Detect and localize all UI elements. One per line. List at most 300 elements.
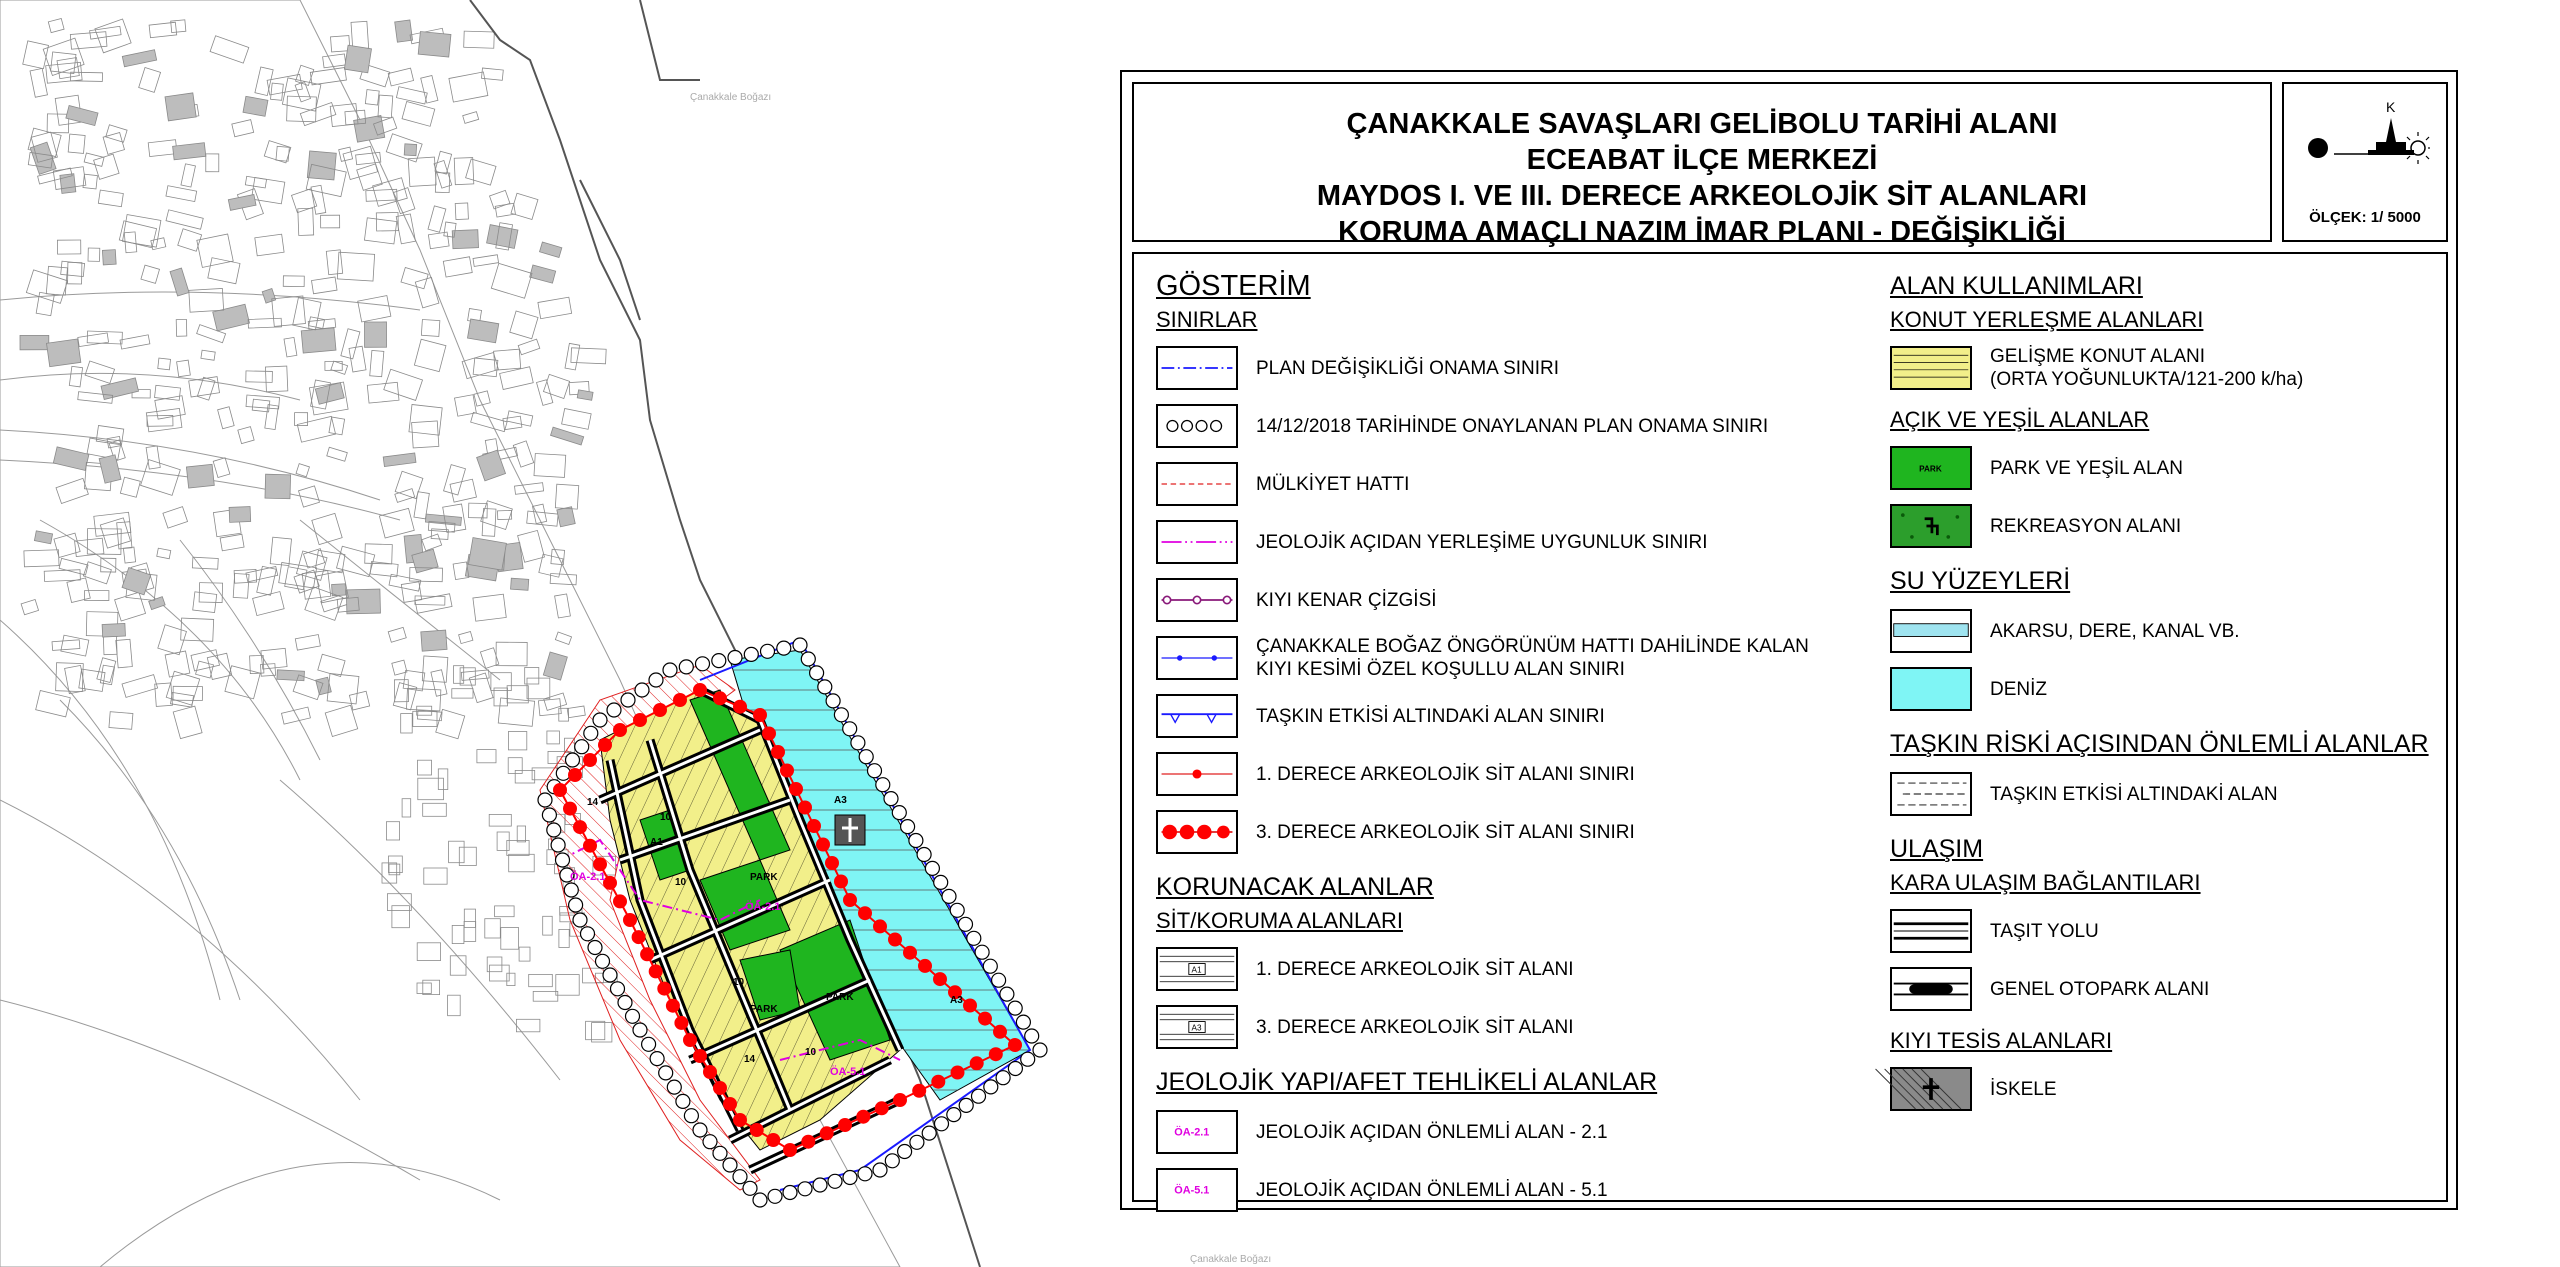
building-block bbox=[550, 574, 576, 585]
boundary-circle bbox=[947, 1108, 961, 1122]
sit-boundary-dot bbox=[583, 753, 597, 767]
building-block bbox=[477, 450, 506, 481]
building-block bbox=[490, 190, 510, 209]
building-block bbox=[295, 635, 320, 651]
building-block bbox=[365, 544, 393, 564]
building-block bbox=[102, 250, 116, 265]
building-block bbox=[547, 731, 560, 744]
building-block bbox=[166, 186, 197, 202]
sit-boundary-dot bbox=[640, 947, 654, 961]
sit-boundary-dot bbox=[801, 1135, 815, 1149]
boundary-circle bbox=[679, 660, 693, 674]
building-block bbox=[255, 67, 273, 96]
building-block bbox=[296, 464, 309, 477]
boundary-circle bbox=[603, 968, 617, 982]
building-block bbox=[417, 711, 442, 721]
boundary-circle bbox=[676, 1094, 690, 1108]
building-block bbox=[490, 965, 510, 981]
legend-item-sit-3: A3 3. DERECE ARKEOLOJİK SİT ALANI bbox=[1156, 998, 1876, 1056]
boundary-circle bbox=[642, 1037, 656, 1051]
building-block bbox=[489, 814, 511, 826]
title-line-4: KORUMA AMAÇLI NAZIM İMAR PLANI - DEĞİŞİKLİĞİ bbox=[1338, 216, 2066, 248]
sit-boundary-dot bbox=[598, 738, 612, 752]
sit-code-label: A1 bbox=[650, 837, 663, 848]
building-block bbox=[357, 164, 383, 191]
building-block bbox=[365, 322, 387, 347]
building-block bbox=[261, 648, 287, 669]
building-block bbox=[402, 102, 435, 127]
building-block bbox=[48, 18, 64, 32]
building-block bbox=[518, 339, 540, 355]
building-block bbox=[365, 90, 379, 105]
building-block bbox=[409, 405, 442, 436]
building-block bbox=[246, 395, 279, 409]
boundary-circle bbox=[801, 652, 815, 666]
sit-boundary-dot bbox=[674, 1016, 688, 1030]
building-block bbox=[20, 335, 49, 349]
building-block bbox=[586, 1021, 605, 1039]
building-block bbox=[592, 1023, 612, 1042]
building-block bbox=[543, 374, 569, 398]
building-block bbox=[450, 479, 476, 502]
boundary-circle bbox=[851, 736, 865, 750]
legend-item-3-derece-sinir: 3. DERECE ARKEOLOJİK SİT ALANI SINIRI bbox=[1156, 803, 1876, 861]
sit-boundary-dot bbox=[807, 819, 821, 833]
boundary-circle bbox=[733, 1170, 747, 1184]
building-block bbox=[173, 706, 202, 739]
building-block bbox=[383, 453, 416, 467]
building-block bbox=[149, 22, 177, 37]
flood-area-swatch-icon bbox=[1890, 772, 1972, 816]
building-block bbox=[351, 21, 369, 49]
sit-boundary-dot bbox=[951, 1066, 965, 1080]
boundary-circle bbox=[712, 654, 726, 668]
building-block bbox=[201, 350, 215, 360]
building-block bbox=[448, 995, 461, 1016]
sit-boundary-dot bbox=[843, 893, 857, 907]
title-line-1: ÇANAKKALE SAVAŞLARI GELİBOLU TARİHİ ALANI bbox=[1346, 108, 2058, 140]
boundary-circle bbox=[723, 1158, 737, 1172]
building-block bbox=[298, 208, 314, 235]
building-block bbox=[438, 769, 448, 790]
boundary-circle bbox=[935, 1117, 949, 1131]
building-block bbox=[428, 232, 449, 249]
building-block bbox=[251, 177, 284, 203]
building-block bbox=[69, 366, 82, 387]
building-block bbox=[537, 380, 553, 406]
building-block bbox=[418, 778, 444, 800]
building-block bbox=[497, 832, 509, 850]
boundary-circle bbox=[659, 1066, 673, 1080]
building-block bbox=[101, 558, 116, 572]
building-block bbox=[386, 822, 399, 840]
building-block bbox=[312, 513, 342, 544]
height-label: 14 bbox=[744, 1054, 756, 1065]
building-block bbox=[165, 93, 196, 121]
building-block bbox=[495, 906, 514, 917]
building-block bbox=[466, 159, 496, 185]
sit-code-label: A3 bbox=[950, 995, 963, 1006]
boundary-circle bbox=[843, 1171, 857, 1185]
boundary-circle bbox=[984, 1080, 998, 1094]
building-block bbox=[511, 193, 538, 219]
building-block bbox=[464, 921, 476, 941]
boundary-circle bbox=[843, 722, 857, 736]
building-block bbox=[421, 320, 440, 337]
building-block bbox=[246, 371, 273, 382]
geology-label: ÖA-5.1 bbox=[830, 1066, 866, 1078]
legend-item-otopark: GENEL OTOPARK ALANI bbox=[1890, 960, 2430, 1018]
sit-boundary-dot bbox=[623, 913, 637, 927]
sit-boundary-dot bbox=[666, 999, 680, 1013]
boundary-circle bbox=[650, 1052, 664, 1066]
boundary-circle bbox=[777, 641, 791, 655]
building-block bbox=[436, 709, 465, 738]
boundary-circle bbox=[1008, 1062, 1022, 1076]
building-block bbox=[443, 257, 472, 277]
building-block bbox=[206, 154, 219, 172]
building-block bbox=[408, 157, 436, 186]
building-block bbox=[56, 478, 88, 503]
title-line-2: ECEABAT İLÇE MERKEZİ bbox=[1526, 144, 1878, 176]
building-block bbox=[165, 651, 190, 677]
building-block bbox=[373, 178, 408, 207]
boundary-circle bbox=[542, 808, 556, 822]
sit-boundary-dot bbox=[632, 930, 646, 944]
building-block bbox=[513, 441, 533, 467]
building-block bbox=[123, 547, 135, 563]
boundary-circle bbox=[925, 861, 939, 875]
boundary-circle bbox=[566, 753, 580, 767]
sit-boundary-dot bbox=[875, 1101, 889, 1115]
building-block bbox=[485, 919, 501, 938]
sit-3-icon bbox=[1156, 1005, 1238, 1049]
boundary-circle bbox=[826, 694, 840, 708]
building-block bbox=[444, 465, 466, 495]
building-block bbox=[245, 176, 266, 188]
sit-boundary-dot bbox=[553, 783, 567, 797]
svg-text:A3: A3 bbox=[1191, 1023, 1202, 1033]
building-block bbox=[210, 36, 249, 63]
building-block bbox=[238, 427, 254, 444]
section-heading-konut: KONUT YERLEŞME ALANLARI bbox=[1890, 307, 2204, 332]
park-label: PARK bbox=[826, 992, 854, 1003]
building-block bbox=[265, 474, 291, 499]
residential-swatch-icon bbox=[1890, 346, 1972, 390]
building-block bbox=[52, 640, 80, 651]
boundary-circle bbox=[1008, 1001, 1022, 1015]
section-heading-kiyi: KIYI TESİS ALANLARI bbox=[1890, 1028, 2113, 1053]
building-block bbox=[68, 262, 82, 284]
building-block bbox=[311, 185, 326, 214]
legend-item-iskele: İSKELE bbox=[1890, 1060, 2430, 1118]
building-block bbox=[146, 408, 182, 431]
sea-swatch-icon bbox=[1890, 667, 1972, 711]
building-block bbox=[481, 68, 503, 80]
boundary-circle bbox=[581, 927, 595, 941]
sit-boundary-dot bbox=[693, 683, 707, 697]
building-block bbox=[452, 230, 478, 249]
svg-text:ÖA-5.1: ÖA-5.1 bbox=[1174, 1184, 1210, 1197]
building-block bbox=[534, 454, 566, 478]
boundary-circle bbox=[1000, 987, 1014, 1001]
building-block bbox=[393, 188, 415, 214]
building-block bbox=[367, 382, 399, 403]
sit-boundary-dot bbox=[918, 959, 932, 973]
sit-boundary-dot bbox=[825, 856, 839, 870]
legend-item-akarsu: AKARSU, DERE, KANAL VB. bbox=[1890, 602, 2430, 660]
height-label: 14 bbox=[587, 797, 599, 808]
building-block bbox=[191, 650, 220, 671]
building-block bbox=[418, 760, 432, 775]
blue-dash-dot-line-icon bbox=[1156, 346, 1238, 390]
building-block bbox=[228, 194, 256, 210]
building-block bbox=[481, 501, 513, 530]
sea-label: Çanakkale Boğazı bbox=[690, 92, 772, 103]
building-block bbox=[450, 956, 466, 975]
building-block bbox=[173, 143, 206, 160]
building-block bbox=[388, 68, 413, 86]
legend-heading: GÖSTERİM bbox=[1156, 270, 1311, 302]
building-block bbox=[349, 691, 369, 710]
sit-boundary-dot bbox=[963, 999, 977, 1013]
legend-item-jeoloji-sinir: JEOLOJİK AÇIDAN YERLEŞİME UYGUNLUK SINIRI bbox=[1156, 513, 1876, 571]
stream-swatch-icon bbox=[1890, 609, 1972, 653]
red-dashed-line-icon bbox=[1156, 462, 1238, 506]
boundary-circle bbox=[575, 740, 589, 754]
legend-item-oa-51: ÖA-5.1 JEOLOJİK AÇIDAN ÖNLEMLİ ALAN - 5.1 bbox=[1156, 1161, 1876, 1219]
legend-item-park: PARK PARK VE YEŞİL ALAN bbox=[1890, 439, 2430, 497]
building-block bbox=[473, 255, 499, 267]
boundary-circle bbox=[728, 651, 742, 665]
boundary-circle bbox=[983, 959, 997, 973]
boundary-circle bbox=[1033, 1043, 1047, 1057]
building-block bbox=[339, 147, 353, 161]
sea-label: Çanakkale Boğazı bbox=[1190, 1254, 1272, 1265]
building-block bbox=[543, 916, 553, 935]
building-block bbox=[471, 412, 507, 431]
building-block bbox=[213, 304, 250, 331]
sit-boundary-dot bbox=[750, 1123, 764, 1137]
boundary-circle bbox=[898, 1145, 912, 1159]
building-block bbox=[189, 377, 220, 397]
sit-boundary-dot bbox=[733, 700, 747, 714]
building-block bbox=[232, 120, 254, 137]
sit-boundary-dot bbox=[753, 708, 767, 722]
sit-boundary-dot bbox=[989, 1047, 1003, 1061]
boundary-circle bbox=[975, 945, 989, 959]
boundary-circle bbox=[696, 657, 710, 671]
building-block bbox=[272, 296, 306, 327]
building-block bbox=[498, 698, 534, 726]
boundary-circle bbox=[967, 931, 981, 945]
legend-item-1-derece-sinir: 1. DERECE ARKEOLOJİK SİT ALANI SINIRI bbox=[1156, 745, 1876, 803]
boundary-circle bbox=[934, 875, 948, 889]
boundary-circle bbox=[649, 673, 663, 687]
boundary-circle bbox=[834, 708, 848, 722]
svg-text:K: K bbox=[2386, 99, 2396, 115]
building-block bbox=[157, 548, 171, 559]
sit-code-label: A3 bbox=[834, 795, 847, 806]
sit-boundary-dot bbox=[858, 906, 872, 920]
building-block bbox=[24, 550, 59, 567]
building-block bbox=[331, 361, 348, 374]
building-block bbox=[551, 427, 584, 445]
boundary-circle bbox=[753, 1193, 767, 1207]
building-block bbox=[186, 464, 214, 488]
sit-boundary-dot bbox=[613, 723, 627, 737]
sit-boundary-dot bbox=[713, 691, 727, 705]
boundary-circle bbox=[556, 766, 570, 780]
sit-boundary-dot bbox=[1008, 1038, 1022, 1052]
boundary-circle bbox=[972, 1089, 986, 1103]
boundary-circle bbox=[868, 764, 882, 778]
building-block bbox=[378, 95, 393, 118]
scale-label: ÖLÇEK: 1/ 5000 bbox=[2309, 209, 2421, 226]
boundary-circle bbox=[909, 834, 923, 848]
boundary-circle bbox=[858, 1167, 872, 1181]
building-block bbox=[329, 417, 345, 435]
building-block bbox=[519, 947, 530, 961]
building-block bbox=[428, 206, 446, 232]
building-block bbox=[508, 732, 526, 750]
building-block bbox=[102, 623, 125, 637]
boundary-circle bbox=[810, 666, 824, 680]
building-block bbox=[556, 975, 579, 996]
boundary-circle bbox=[761, 644, 775, 658]
sit-boundary-dot bbox=[673, 693, 687, 707]
park-label: PARK bbox=[750, 1004, 778, 1015]
building-block bbox=[464, 909, 475, 927]
building-block bbox=[507, 411, 533, 426]
blue-triangle-line-icon bbox=[1156, 694, 1238, 738]
geology-label: ÖA-2.1 bbox=[745, 901, 781, 913]
boundary-circle bbox=[818, 680, 832, 694]
building-block bbox=[255, 234, 284, 256]
building-block bbox=[337, 252, 374, 281]
boundary-circle bbox=[910, 1135, 924, 1149]
building-block bbox=[122, 675, 158, 698]
boundary-circle bbox=[798, 1182, 812, 1196]
building-block bbox=[225, 666, 260, 699]
boundary-circle bbox=[828, 1174, 842, 1188]
svg-text:A1: A1 bbox=[1191, 965, 1202, 975]
section-heading-jeoloji: JEOLOJİK YAPI/AFET TEHLİKELİ ALANLAR bbox=[1156, 1068, 1658, 1096]
building-block bbox=[213, 458, 230, 478]
building-block bbox=[181, 164, 196, 187]
section-heading-taskin: TAŞKIN RİSKİ AÇISINDAN ÖNLEMLİ ALANLAR bbox=[1890, 730, 2429, 758]
building-block bbox=[510, 311, 538, 339]
legend-item-oa-21: ÖA-2.1 JEOLOJİK AÇIDAN ÖNLEMLİ ALAN - 2.1 bbox=[1156, 1103, 1876, 1161]
building-block bbox=[401, 268, 428, 289]
circle-chain-icon bbox=[1156, 404, 1238, 448]
boundary-circle bbox=[959, 1098, 973, 1112]
building-block bbox=[163, 507, 188, 529]
building-block bbox=[71, 72, 103, 81]
section-heading-alan: ALAN KULLANIMLARI bbox=[1890, 272, 2143, 300]
building-block bbox=[401, 714, 413, 733]
building-block bbox=[421, 630, 447, 651]
building-block bbox=[384, 369, 423, 400]
building-block bbox=[44, 570, 80, 582]
building-block bbox=[500, 367, 534, 390]
recreation-swatch-icon bbox=[1890, 504, 1972, 548]
building-block bbox=[422, 534, 442, 551]
building-block bbox=[415, 277, 439, 307]
sit-boundary-dot bbox=[873, 919, 887, 933]
building-block bbox=[555, 484, 578, 509]
building-block bbox=[218, 407, 235, 429]
building-block bbox=[463, 112, 479, 124]
legend-left-column bbox=[1156, 254, 1876, 1219]
legend-box bbox=[1132, 252, 2448, 1202]
building-block bbox=[43, 38, 84, 75]
legend-item-ongorunum: ÇANAKKALE BOĞAZ ÖNGÖRÜNÜM HATTI DAHİLİNDE KALAN KIYI KESİMİ ÖZEL KOŞULLU ALAN SINIRI bbox=[1156, 629, 1876, 687]
building-block bbox=[66, 106, 98, 126]
building-block bbox=[23, 41, 49, 69]
building-block bbox=[468, 538, 506, 571]
sit-boundary-dot bbox=[762, 727, 776, 741]
legend-item-tasit-yolu: TAŞIT YOLU bbox=[1890, 902, 2430, 960]
building-block bbox=[196, 661, 214, 678]
building-block bbox=[349, 346, 366, 372]
building-block bbox=[192, 557, 218, 569]
boundary-circle bbox=[693, 1123, 707, 1137]
sit-boundary-dot bbox=[583, 839, 597, 853]
building-block bbox=[282, 707, 311, 724]
title-block bbox=[1132, 82, 2272, 248]
building-block bbox=[327, 447, 348, 461]
building-block bbox=[543, 652, 567, 680]
building-block bbox=[85, 361, 114, 383]
boundary-circle bbox=[768, 1189, 782, 1203]
section-heading-su: SU YÜZEYLERİ bbox=[1890, 567, 2071, 595]
building-block bbox=[57, 58, 79, 79]
title-line-3: MAYDOS I. VE III. DERECE ARKEOLOJİK SİT ALANLARI bbox=[1316, 180, 2088, 212]
building-block bbox=[304, 549, 325, 568]
building-block bbox=[538, 297, 572, 319]
boundary-circle bbox=[618, 996, 632, 1010]
building-block bbox=[389, 864, 400, 875]
building-block bbox=[417, 943, 440, 961]
sit-boundary-dot bbox=[780, 764, 794, 778]
boundary-circle bbox=[713, 1146, 727, 1160]
boundary-circle bbox=[621, 693, 635, 707]
building-block bbox=[477, 750, 496, 763]
building-block bbox=[533, 991, 558, 1001]
sit-boundary-dot bbox=[978, 1012, 992, 1026]
building-block bbox=[220, 534, 244, 551]
building-block bbox=[356, 152, 381, 164]
boundary-circle bbox=[1016, 1015, 1030, 1029]
boundary-circle bbox=[783, 1186, 797, 1200]
building-block bbox=[418, 32, 451, 58]
pier-swatch-icon bbox=[1890, 1067, 1972, 1111]
building-block bbox=[454, 158, 474, 185]
sit-boundary-dot bbox=[931, 1075, 945, 1089]
building-block bbox=[517, 826, 525, 842]
building-block bbox=[283, 276, 304, 287]
legend-item-plan-onama: PLAN DEĞİŞİKLİĞİ ONAMA SINIRI bbox=[1156, 339, 1876, 397]
building-block bbox=[422, 656, 448, 682]
boundary-circle bbox=[626, 1009, 640, 1023]
legend-right-column bbox=[1890, 254, 2430, 1118]
sit-boundary-dot bbox=[888, 933, 902, 947]
building-block bbox=[53, 447, 89, 471]
building-block bbox=[98, 190, 123, 207]
building-block bbox=[284, 337, 297, 356]
height-label: 10 bbox=[805, 1047, 817, 1058]
